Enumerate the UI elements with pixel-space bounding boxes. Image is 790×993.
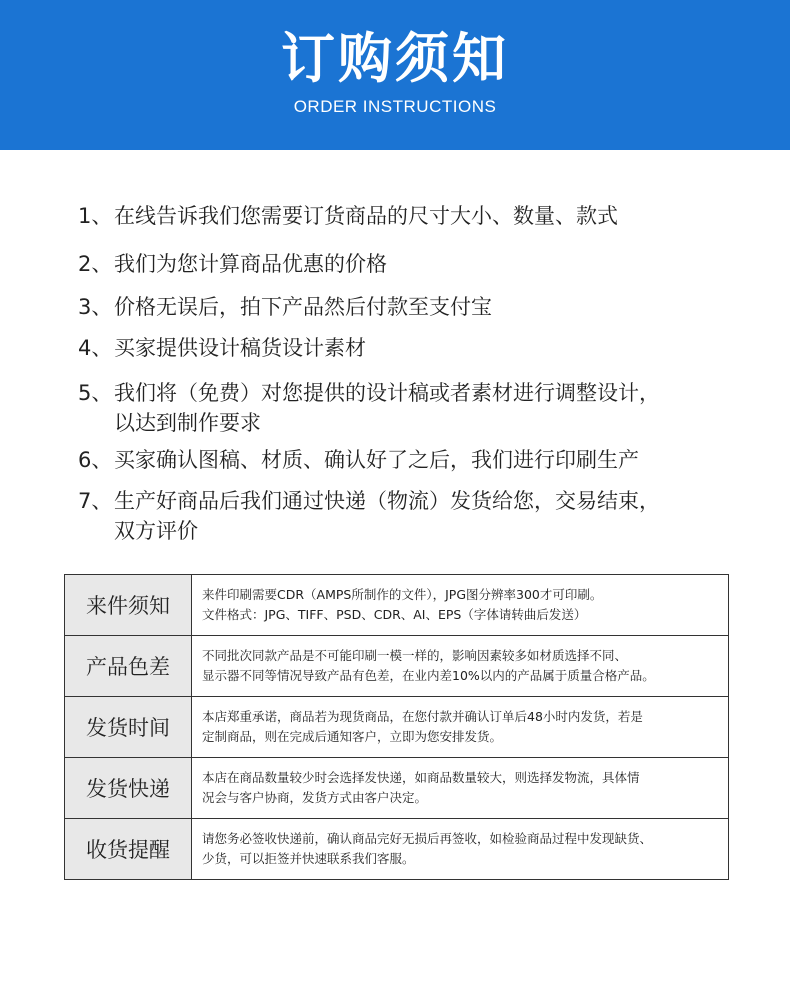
page-subtitle: ORDER INSTRUCTIONS xyxy=(293,97,497,116)
step-item xyxy=(78,201,728,231)
step-text: 我们为您计算商品优惠的价格 xyxy=(114,252,387,276)
row-line: 来件印刷需要CDR（AMPS所制作的文件），JPG图分辨率300才可印刷。 xyxy=(202,587,603,602)
row-content xyxy=(192,575,729,636)
step-text: 买家确认图稿、材质、确认好了之后，我们进行印刷生产 xyxy=(114,448,639,472)
row-line: 文件格式：JPG、TIFF、PSD、CDR、AI、EPS（字体请转曲后发送） xyxy=(202,607,587,622)
row-line: 定制商品，则在完成后通知客户，立即为您安排发货。 xyxy=(202,729,503,744)
row-content xyxy=(192,697,729,758)
step-number: 4、 xyxy=(78,336,113,360)
row-label: 发货时间 xyxy=(65,697,192,758)
row-line: 况会与客户协商，发货方式由客户决定。 xyxy=(202,790,428,805)
step-item xyxy=(78,249,728,279)
row-line: 少货，可以拒签并快速联系我们客服。 xyxy=(202,851,415,866)
row-content xyxy=(192,758,729,819)
header-banner xyxy=(0,0,790,150)
row-content xyxy=(192,819,729,880)
info-table xyxy=(64,574,729,880)
step-item xyxy=(78,486,728,546)
table-row xyxy=(65,575,729,636)
table-row xyxy=(65,697,729,758)
row-line: 请您务必签收快递前，确认商品完好无损后再签收，如检验商品过程中发现缺货、 xyxy=(202,831,653,846)
row-line: 本店在商品数量较少时会选择发快递，如商品数量较大，则选择发物流，具体情 xyxy=(202,770,640,785)
step-text-continued: 以达到制作要求 xyxy=(114,411,261,435)
row-label: 收货提醒 xyxy=(65,819,192,880)
step-number: 5、 xyxy=(78,381,113,405)
step-item xyxy=(78,292,728,322)
step-number: 3、 xyxy=(78,295,113,319)
step-text: 价格无误后，拍下产品然后付款至支付宝 xyxy=(114,295,492,319)
step-item xyxy=(78,445,728,475)
row-label: 来件须知 xyxy=(65,575,192,636)
row-label: 产品色差 xyxy=(65,636,192,697)
step-number: 7、 xyxy=(78,489,113,513)
step-number: 2、 xyxy=(78,252,113,276)
step-text: 我们将（免费）对您提供的设计稿或者素材进行调整设计， xyxy=(114,381,660,405)
row-line: 不同批次同款产品是不可能印刷一模一样的，影响因素较多如材质选择不同、 xyxy=(202,648,628,663)
table-row xyxy=(65,819,729,880)
step-text: 在线告诉我们您需要订货商品的尺寸大小、数量、款式 xyxy=(114,204,618,228)
step-text: 生产好商品后我们通过快递（物流）发货给您，交易结束， xyxy=(114,489,660,513)
table-row xyxy=(65,636,729,697)
step-number: 1、 xyxy=(78,204,113,228)
step-item xyxy=(78,333,728,363)
row-line: 本店郑重承诺，商品若为现货商品，在您付款并确认订单后48小时内发货，若是 xyxy=(202,709,643,724)
table-row xyxy=(65,758,729,819)
page-title: 订购须知 xyxy=(281,27,509,90)
row-content xyxy=(192,636,729,697)
step-text-continued: 双方评价 xyxy=(114,519,198,543)
step-item xyxy=(78,378,728,438)
row-line: 显示器不同等情况导致产品有色差，在业内差10%以内的产品属于质量合格产品。 xyxy=(202,668,655,683)
row-label: 发货快递 xyxy=(65,758,192,819)
step-text: 买家提供设计稿货设计素材 xyxy=(114,336,366,360)
step-number: 6、 xyxy=(78,448,113,472)
